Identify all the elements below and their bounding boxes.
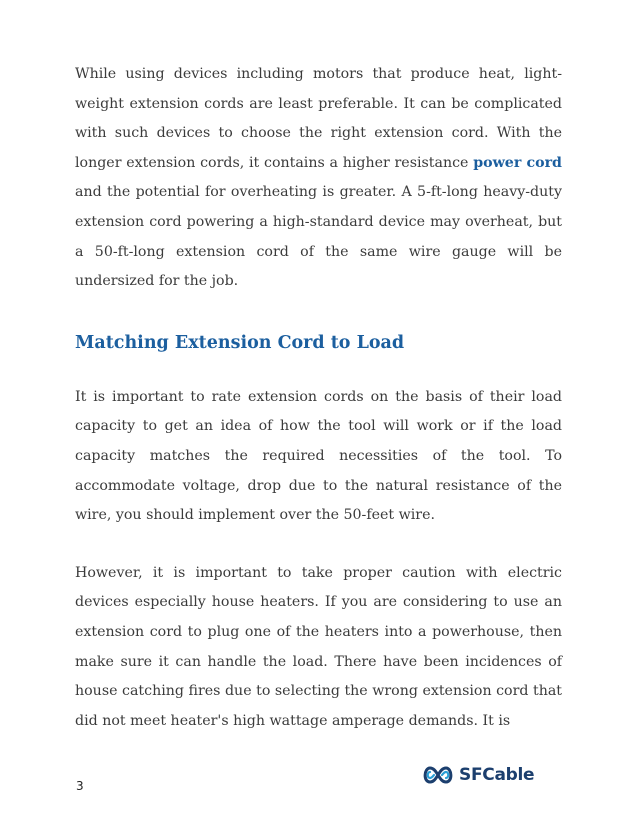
paragraph-heaters: However, it is important to take proper caution with electric devices especially house heaters. If you are considering to use an extension cord to plug one of the heaters into a powerhouse, then make sure it can handle the load. There have been incidences of house catching fires due to selecting the wrong extension cord that did not meet heater's high wattage amperage demands. It is [75,564,562,729]
paragraph-intro [75,60,562,297]
page-number: 3 [76,779,84,793]
logo-text-sf: SF [459,765,483,785]
page-content [75,60,562,736]
paragraph-intro-text-start: While using devices including motors that produce heat, light-weight extension cords are least preferable. It can be complicated with such devices to choose the right extension cord. With the longer extension cords, it contains a higher resistance [75,66,562,171]
sfcable-logo [421,762,534,788]
paragraph-load-capacity: It is important to rate extension cords on the basis of their load capacity to get an idea of how the tool will work or if the load capacity matches the required necessities of the tool. To accommodate voltage, drop due to the natural resistance of the wire, you should implement over the 50-feet wire. [75,388,562,524]
paragraph-intro-text-end: and the potential for overheating is greater. A 5-ft-long heavy-duty extension cord powering a high-standard device may overheat, but a 50-ft-long extension cord of the same wire gauge will be undersized for the job. [75,184,562,290]
cable-loop-icon [421,764,455,786]
logo-wordmark [459,765,534,785]
section-heading: Matching Extension Cord to Load [75,332,405,353]
logo-text-cable: Cable [482,765,535,785]
power-cord-link[interactable]: power cord [473,154,562,171]
